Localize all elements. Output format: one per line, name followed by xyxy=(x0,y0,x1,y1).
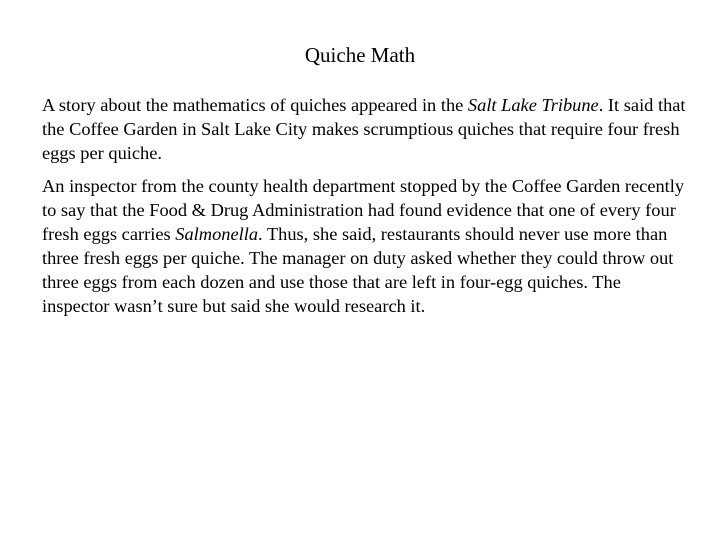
paragraph-inspector-story xyxy=(42,174,688,318)
slide-title: Quiche Math xyxy=(304,43,416,67)
paragraph-tribune-story xyxy=(42,93,688,165)
newspaper-name: Salt Lake Tribune xyxy=(467,95,599,115)
paragraph-1-text-start: A story about the mathematics of quiches appeared in the xyxy=(42,95,468,115)
paragraph-2-text-end: . Thus, she said, restaurants should never use more than three fresh eggs per quiche. The manager on duty asked whether they could throw out three eggs from each dozen and use those that are left in four-egg quiches. The inspector wasn’t sure but said she would research it. xyxy=(42,224,674,316)
paragraph-1-text-end: . It said that the Coffee Garden in Salt Lake City makes scrumptious quiches that require four fresh eggs per quiche. xyxy=(42,95,686,163)
slide-body xyxy=(42,93,688,318)
paragraph-2-text-start: An inspector from the county health department stopped by the Coffee Garden recently to say that the Food & Drug Administration had found evidence that one of every four fresh eggs carries xyxy=(42,176,685,244)
bacteria-name: Salmonella xyxy=(175,224,259,244)
